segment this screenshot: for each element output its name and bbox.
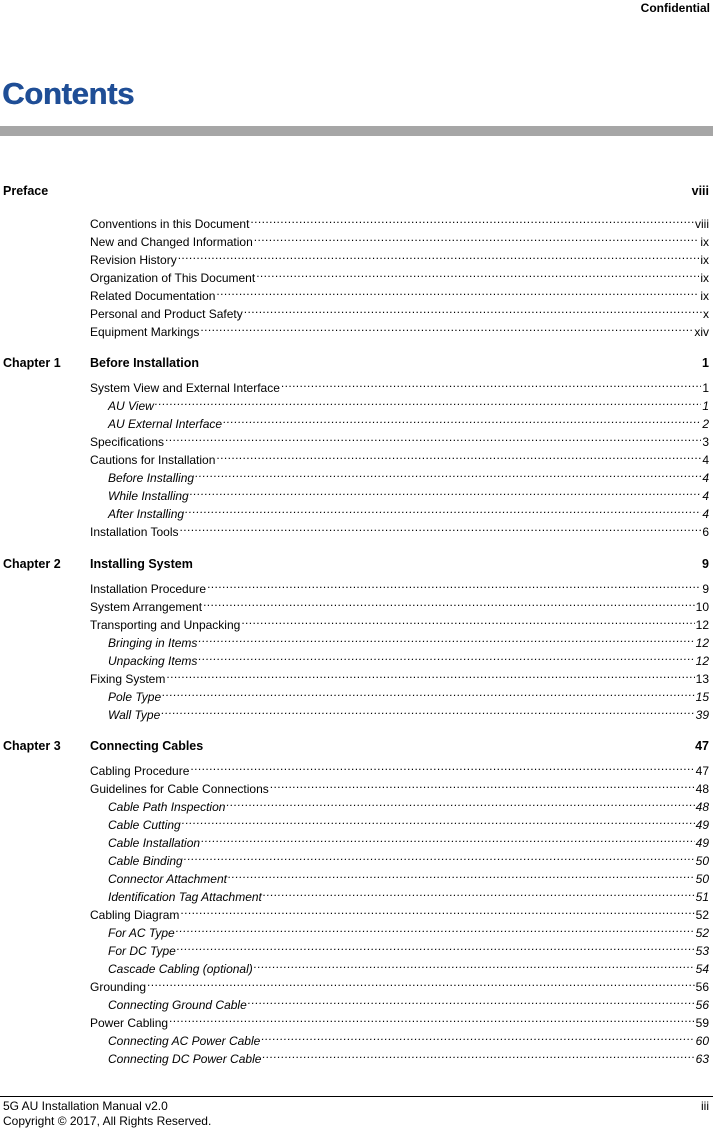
toc-entry[interactable]: Organization of This Document ..... ix <box>90 265 709 282</box>
toc-entry[interactable]: Equipment Markings ..... xiv <box>90 319 709 336</box>
toc-subentry[interactable]: Connecting AC Power Cable ..... 60 <box>108 1028 709 1045</box>
toc-subentry[interactable]: Connecting Ground Cable ..... 56 <box>108 992 709 1009</box>
chapter-heading[interactable] <box>3 556 709 573</box>
toc-subentry[interactable]: Unpacking Items ..... 12 <box>108 648 709 665</box>
toc-subentry[interactable]: Cable Binding ..... 50 <box>108 848 709 865</box>
toc-entry[interactable]: Transporting and Unpacking ..... 12 <box>90 612 709 629</box>
toc-entry[interactable]: Personal and Product Safety ..... x <box>90 301 709 318</box>
toc-subentry[interactable]: Connector Attachment ..... 50 <box>108 866 709 883</box>
toc-entry[interactable]: System View and External Interface ..... 1 <box>90 375 709 392</box>
toc-entry[interactable]: Installation Procedure ..... 9 <box>90 576 709 593</box>
footer-manual-title: 5G AU Installation Manual v2.0 <box>3 1099 168 1113</box>
toc-subentry[interactable]: Pole Type ..... 15 <box>108 684 709 701</box>
toc-subentry[interactable]: AU External Interface ..... 2 <box>108 411 709 428</box>
toc-subentry[interactable]: After Installing ..... 4 <box>108 501 709 518</box>
toc-subentry[interactable]: Cable Cutting ..... 49 <box>108 812 709 829</box>
toc-entry[interactable]: Power Cabling ..... 59 <box>90 1010 709 1027</box>
toc-subentry[interactable]: For AC Type ..... 52 <box>108 920 709 937</box>
toc-entry[interactable]: New and Changed Information ..... ix <box>90 229 709 246</box>
section-label: Preface <box>3 184 49 198</box>
toc-subentry[interactable]: Connecting DC Power Cable ..... 63 <box>108 1046 709 1063</box>
toc-entry[interactable]: Fixing System ..... 13 <box>90 666 709 683</box>
chapter-heading[interactable] <box>3 738 709 755</box>
toc-subentry[interactable]: Cable Installation ..... 49 <box>108 830 709 847</box>
toc-subentry[interactable]: While Installing ..... 4 <box>108 483 709 500</box>
toc-subentry[interactable]: Wall Type ..... 39 <box>108 702 709 719</box>
chapter-number: Chapter 3 <box>3 739 61 753</box>
chapter-title: Installing System <box>90 557 193 571</box>
toc-entry[interactable]: Cabling Procedure ..... 47 <box>90 758 709 775</box>
confidential-label: Confidential <box>640 1 710 15</box>
chapter-number: Chapter 2 <box>3 557 61 571</box>
toc-entry[interactable]: Revision History ..... ix <box>90 247 709 264</box>
toc-entry[interactable]: System Arrangement ..... 10 <box>90 594 709 611</box>
title-divider <box>0 126 713 136</box>
preface-heading[interactable] <box>3 183 709 200</box>
chapter-title: Before Installation <box>90 356 200 370</box>
footer-page-number: iii <box>701 1099 709 1113</box>
toc-entry[interactable]: Cabling Diagram ..... 52 <box>90 902 709 919</box>
toc-entry[interactable]: Installation Tools ..... 6 <box>90 519 709 536</box>
footer-copyright: Copyright © 2017, All Rights Reserved. <box>3 1114 212 1128</box>
section-page: viii <box>691 184 709 198</box>
chapter-number: Chapter 1 <box>3 356 61 370</box>
chapter-heading[interactable] <box>3 355 709 372</box>
toc-subentry[interactable]: Identification Tag Attachment ..... 51 <box>108 884 709 901</box>
toc-subentry[interactable]: Bringing in Items ..... 12 <box>108 630 709 647</box>
toc-entry[interactable]: Guidelines for Cable Connections ..... 48 <box>90 776 709 793</box>
toc-subentry[interactable]: For DC Type ..... 53 <box>108 938 709 955</box>
chapter-page: 47 <box>695 739 709 753</box>
toc-entry[interactable]: Grounding ..... 56 <box>90 974 709 991</box>
chapter-page: 1 <box>702 356 709 370</box>
toc-entry[interactable]: Related Documentation ..... ix <box>90 283 709 300</box>
toc-entry[interactable]: Specifications ..... 3 <box>90 429 709 446</box>
toc-subentry[interactable]: AU View ..... 1 <box>108 393 709 410</box>
page-title: Contents <box>2 76 134 111</box>
footer-divider <box>0 1096 713 1097</box>
toc-entry[interactable]: Cautions for Installation ..... 4 <box>90 447 709 464</box>
toc-subentry[interactable]: Cable Path Inspection ..... 48 <box>108 794 709 811</box>
chapter-page: 9 <box>702 557 709 571</box>
toc-subentry[interactable]: Cascade Cabling (optional) ..... 54 <box>108 956 709 973</box>
chapter-title: Connecting Cables <box>90 739 204 753</box>
toc-subentry[interactable]: Before Installing ..... 4 <box>108 465 709 482</box>
toc-entry[interactable]: Conventions in this Document ..... viii <box>90 211 709 228</box>
